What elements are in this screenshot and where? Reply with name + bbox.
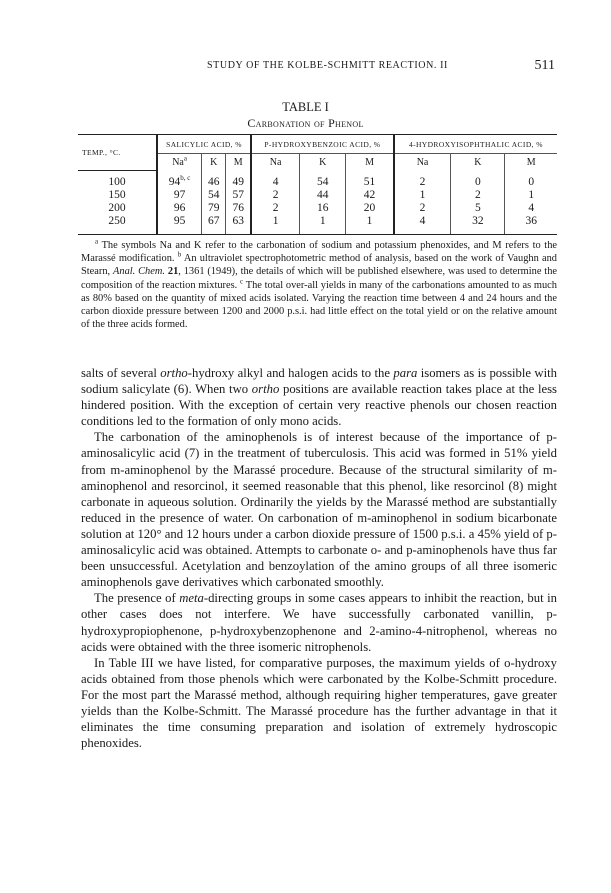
subheader-cell: Na$^a$ — [157, 154, 202, 171]
table-row — [78, 170, 557, 189]
body-text — [81, 365, 557, 751]
table-cell: 2 — [451, 189, 505, 202]
table-row — [78, 189, 557, 202]
paragraph: The presence of meta-directing groups in some cases appears to inhibit the reaction, but in other cases does not interfere. We have successfully carbonated vanillin, p-hydroxypropiophenone, p-hydroxybenzophenone and 2-amino-4-nitrophenol, whereas no acids were obtained with the three isomeric nitrophenols. — [81, 591, 558, 654]
table-cell: 1 — [346, 215, 394, 235]
footnote-text: An ultraviolet spectrophotometric method of analysis, based on the work of Vaughn and Stearn, — [81, 253, 557, 278]
table-cell: 54 — [202, 189, 226, 202]
table-cell: 36 — [505, 215, 557, 235]
temp-column-header: TEMP., °C. — [78, 135, 157, 171]
footnote-text: , 1361 (1949), the details of which will be published elsewhere, was used to determine the composition of the reaction mixtures. — [81, 266, 558, 291]
subheader-cell: Na — [394, 154, 451, 171]
table-cell: 16 — [300, 202, 346, 215]
journal-volume: 21 — [167, 266, 179, 278]
temp-cell: 150 — [108, 189, 126, 201]
table-row — [78, 202, 557, 215]
table-footnotes — [81, 239, 557, 331]
running-title: STUDY OF THE KOLBE-SCHMITT REACTION. II — [207, 60, 448, 71]
table-cell: 79 — [202, 202, 226, 215]
footnote-mark: a — [95, 237, 99, 246]
page-number: 511 — [534, 58, 555, 73]
table-cell: 51 — [346, 170, 394, 189]
table-body — [78, 170, 557, 234]
table-cell: 5 — [451, 202, 505, 215]
temp-cell: 250 — [78, 215, 157, 235]
table-cell: 94$^{b, c}$ — [157, 170, 202, 189]
subheader-cell: K — [202, 154, 226, 171]
table-cell: 44 — [300, 189, 346, 202]
subheader-cell: M — [505, 154, 557, 171]
temp-cell: 100 — [108, 176, 126, 188]
table-cell: 42 — [346, 189, 394, 202]
journal-name: Anal. Chem. — [113, 266, 165, 278]
table-cell: 2 — [394, 170, 451, 189]
table-cell: 67 — [202, 215, 226, 235]
temp-cell: 200 — [108, 202, 126, 214]
footnote-mark: b — [177, 250, 182, 259]
group-header-hydroxyisophthalic: 4-HYDROXYISOPHTHALIC ACID, % — [394, 135, 557, 154]
paragraph: salts of several ortho-hydroxy alkyl and halogen acids to the para isomers as is possible with sodium salicylate (6). When two ortho positions are available reaction takes place at the less hindered position. With the exception of certain very reactive phenols our chosen reaction conditions led to the formation of only mono acids. — [81, 366, 557, 429]
paragraph: In Table III we have listed, for comparative purposes, the maximum yields of o-hydroxy acids obtained from those phenols which were carbonated by the Kolbe-Schmitt procedure. For the most part the Marassé method, although requiring higher temperatures, gave greater yields than the Kolbe-Schmitt. The Marassé procedure has the further advantage in that it eliminates the time consuming preparation and isolation of extremely hydroscopic phenoxides. — [81, 655, 557, 751]
table-cell: 2 — [394, 202, 451, 215]
table-cell: 0 — [451, 170, 505, 189]
footnote-text: The symbols Na and K refer to the carbonation of sodium and potassium phenoxides, and M refers to the Marassé modification. — [81, 240, 557, 265]
table-cell: 57 — [226, 189, 251, 202]
table-cell: 49 — [226, 170, 251, 189]
paragraph: The carbonation of the aminophenols is of interest because of the importance of p-aminosalicylic acid (7) in the treatment of tuberculosis. This acid was formed in 51% yield from m-aminophenol by the Marassé procedure. Because of the structural similarity of m-aminophenol and resorcinol, it seemed reasonable that this phenol, like resorcinol (8) might carbonate in aqueous solution. Ordinarily the yields by the Marassé method are substantially reduced in the presence of water. On carbonation of m-aminophenol in sodium bicarbonate solution at 120° and 12 hours under a carbon dioxide pressure of 1500 p.s.i. a 45% yield of p-aminosalicylic acid was obtained. Attempts to carbonate o- and p-aminophenols have thus far been unsuccessful. Acetylation and benzoylation of the amino groups of all three isomeric aminophenols gave derivatives which carbonated smoothly. — [81, 430, 557, 590]
table-cell: 0 — [505, 170, 557, 189]
table-cell: 2 — [251, 202, 300, 215]
table-row — [78, 215, 557, 235]
group-header-salicylic: SALICYLIC ACID, % — [157, 135, 251, 154]
table-cell: 1 — [394, 189, 451, 202]
table-cell: 1 — [300, 215, 346, 235]
table-cell: 96 — [157, 202, 202, 215]
footnote-text: The total over-all yields in many of the carbonations amounted to as much as 80% based on the quantity of mixed acids isolated. Varying the reaction time between 4 and 24 hours and the carbon dioxide pressure between 1200 and 2000 p.s.i. had little effect on the total yield or on the relative amount of the three acids formed. — [81, 279, 557, 331]
table-cell: 46 — [202, 170, 226, 189]
footnote-mark: a — [183, 154, 187, 163]
subheader-cell: K — [300, 154, 346, 171]
footnote-mark: c — [240, 277, 244, 286]
group-header-p-hydroxybenzoic: P-HYDROXYBENZOIC ACID, % — [251, 135, 394, 154]
footnote-mark: b, c — [180, 173, 191, 182]
table-cell: 20 — [346, 202, 394, 215]
subheader-cell: Na — [251, 154, 300, 171]
table-caption: Carbonation of Phenol — [247, 116, 364, 130]
table-cell: 1 — [251, 215, 300, 235]
table-cell: 63 — [226, 215, 251, 235]
table-cell: 1 — [505, 189, 557, 202]
results-table — [78, 134, 557, 235]
table-cell: 32 — [451, 215, 505, 235]
subheader-cell: M — [346, 154, 394, 171]
table-cell: 54 — [300, 170, 346, 189]
table-cell: 4 — [505, 202, 557, 215]
table-cell: 95 — [157, 215, 202, 235]
table-number: TABLE I — [282, 100, 329, 114]
table-cell: 97 — [157, 189, 202, 202]
subheader-cell: M — [226, 154, 251, 171]
table-cell: 2 — [251, 189, 300, 202]
table-cell: 76 — [226, 202, 251, 215]
table-cell: 4 — [394, 215, 451, 235]
subheader-cell: K — [451, 154, 505, 171]
table-cell: 4 — [251, 170, 300, 189]
